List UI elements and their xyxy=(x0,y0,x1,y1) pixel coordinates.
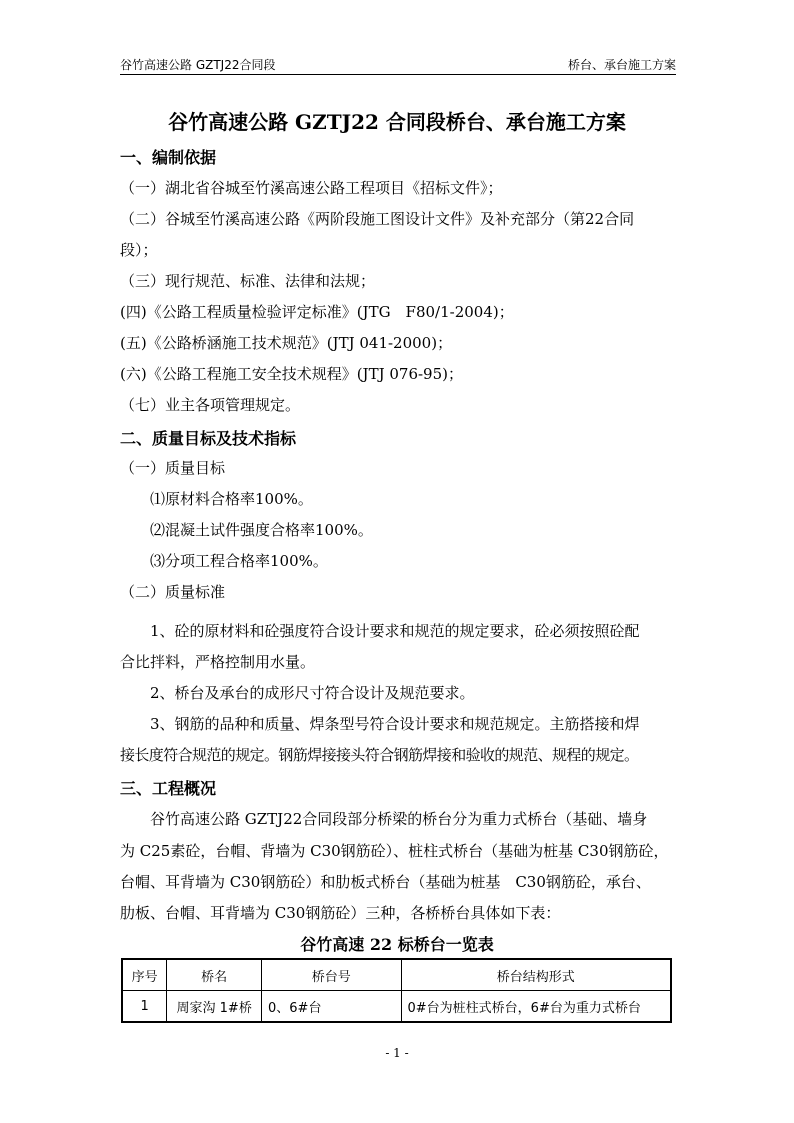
basis-item: (四)《公路工程质量检验评定标准》(JTG F80/1-2004)； xyxy=(120,303,514,321)
section-1-heading: 一、编制依据 xyxy=(120,148,217,167)
basis-item: (六)《公路工程施工安全技术规程》(JTJ 076-95)； xyxy=(120,365,463,383)
overview-line: 台帽、耳背墙为 C30钢筋砼）和肋板式桥台（基础为桩基 C30钢筋砼，承台、 xyxy=(120,873,651,891)
header-left-text: 谷竹高速公路 GZTJ22合同段 xyxy=(120,58,276,72)
section-2-heading: 二、质量目标及技术指标 xyxy=(120,429,297,448)
quality-standard-line: 接长度符合规范的规定。钢筋焊接接头符合钢筋焊接和验收的规范、规程的规定。 xyxy=(120,746,639,764)
table-row xyxy=(122,991,671,1023)
basis-item: （一）湖北省谷城至竹溪高速公路工程项目《招标文件》； xyxy=(120,179,503,197)
quality-goal: ⑵混凝土试件强度合格率100%。 xyxy=(150,521,373,539)
quality-standard-line: 2、桥台及承台的成形尺寸符合设计及规范要求。 xyxy=(150,684,475,702)
table-cell: 周家沟 1#桥 xyxy=(167,991,262,1023)
quality-standard-line: 3、钢筋的品种和质量、焊条型号符合设计要求和规范规定。主筋搭接和焊 xyxy=(150,715,640,733)
table-caption: 谷竹高速 22 标桥台一览表 xyxy=(300,935,494,954)
subsection-heading: （二）质量标准 xyxy=(120,583,226,601)
table-header-row xyxy=(122,959,671,991)
quality-goal: ⑶分项工程合格率100%。 xyxy=(150,552,328,570)
table-header-cell: 序号 xyxy=(122,959,167,991)
basis-item: （七）业主各项管理规定。 xyxy=(120,396,301,414)
page-number: - 1 - xyxy=(385,1046,409,1060)
page-header xyxy=(120,56,676,75)
subsection-heading: （一）质量目标 xyxy=(120,459,226,477)
basis-item: （三）现行规范、标准、法律和法规； xyxy=(120,272,376,290)
table-header-cell: 桥台结构形式 xyxy=(401,959,671,991)
table-cell: 0、6#台 xyxy=(262,991,402,1023)
basis-item: （二）谷城至竹溪高速公路《两阶段施工图设计文件》及补充部分（第22合同 xyxy=(120,210,635,228)
table-header-cell: 桥名 xyxy=(167,959,262,991)
overview-line: 为 C25素砼，台帽、背墙为 C30钢筋砼）、桩柱式桥台（基础为桩基 C30钢筋砼， xyxy=(120,842,669,860)
overview-line: 肋板、台帽、耳背墙为 C30钢筋砼）三种，各桥桥台具体如下表： xyxy=(120,904,561,922)
quality-standard-line: 合比拌料，严格控制用水量。 xyxy=(120,653,316,671)
overview-line: 谷竹高速公路 GZTJ22合同段部分桥梁的桥台分为重力式桥台（基础、墙身 xyxy=(150,810,648,828)
header-right-text: 桥台、承台施工方案 xyxy=(567,58,676,72)
basis-item: 段）； xyxy=(120,241,158,259)
section-3-heading: 三、工程概况 xyxy=(120,779,217,798)
table-header-cell: 桥台号 xyxy=(262,959,402,991)
table-cell: 0#台为桩柱式桥台，6#台为重力式桥台 xyxy=(401,991,671,1023)
quality-goal: ⑴原材料合格率100%。 xyxy=(150,490,313,508)
quality-standard-line: 1、砼的原材料和砼强度符合设计要求和规范的规定要求，砼必须按照砼配 xyxy=(150,622,640,640)
abutment-table xyxy=(121,958,672,1023)
basis-item: (五)《公路桥涵施工技术规范》(JTJ 041-2000)； xyxy=(120,334,453,352)
table-cell: 1 xyxy=(122,991,167,1023)
document-title: 谷竹高速公路 GZTJ22 合同段桥台、承台施工方案 xyxy=(168,110,626,134)
